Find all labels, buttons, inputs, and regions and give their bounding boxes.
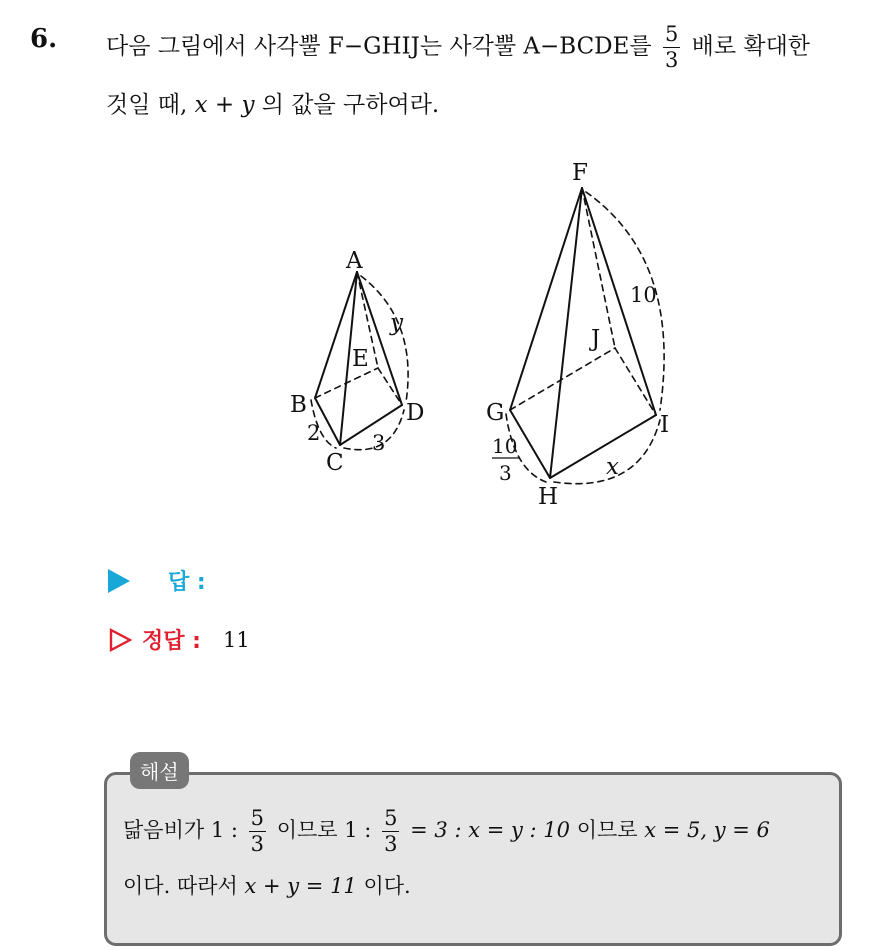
edge-gh-denominator: 3	[499, 461, 512, 485]
explanation-box	[104, 772, 842, 946]
edge-hi-variable: x	[606, 454, 619, 480]
expl-text-1b: 이므로	[276, 818, 338, 842]
explanation-tag: 해설	[130, 752, 189, 789]
problem-text-1-end: 배로 확대한	[691, 33, 811, 60]
expl-ratio-2: 1 :	[344, 818, 372, 842]
edge-fj	[582, 188, 615, 348]
edge-cd	[340, 405, 402, 445]
problem-expression: x + y	[194, 92, 255, 118]
vertex-c-label: C	[326, 450, 344, 476]
vertex-g-label: G	[486, 400, 505, 426]
vertex-b-label: B	[290, 392, 307, 418]
expl-result: x = 5, y = 6	[644, 818, 770, 842]
vertex-i-label: I	[660, 412, 670, 438]
edge-fh	[550, 188, 582, 478]
expl-fraction-1	[249, 808, 266, 855]
arc-ad	[361, 276, 408, 402]
explanation-line-1	[123, 808, 770, 855]
correct-answer-row	[108, 624, 250, 655]
problem-text-2b: 의 값을 구하여라.	[261, 92, 440, 118]
expl-text-1a: 닮음비가	[123, 818, 205, 842]
expl-fraction-2-den: 3	[384, 832, 398, 856]
expl-fraction-2	[382, 808, 399, 855]
expl-fraction-1-den: 3	[250, 832, 265, 856]
problem-text-1: 다음 그림에서 사각뿔 F−GHIJ는 사각뿔 A−BCDE를	[106, 33, 652, 60]
problem-number: 6.	[30, 24, 58, 54]
edge-fi-length: 10	[630, 283, 657, 307]
expl-fraction-2-num: 5	[384, 806, 398, 830]
correct-answer-label: 정답 :	[142, 629, 201, 654]
vertex-d-label: D	[406, 400, 425, 426]
vertex-j-label: J	[591, 326, 601, 352]
edge-ad	[357, 272, 402, 405]
ratio-numerator: 5	[664, 22, 679, 46]
edge-ad-variable: y	[390, 310, 403, 336]
edge-bc-length: 2	[307, 421, 321, 445]
explanation-line-2	[123, 870, 411, 900]
edge-fg	[510, 188, 582, 410]
edge-ed	[378, 368, 402, 405]
expl-sum: x + y = 11	[244, 874, 357, 898]
answer-label: 답 :	[168, 570, 206, 595]
expl-text-2a: 이다. 따라서	[123, 874, 238, 898]
correct-marker-icon	[108, 628, 132, 652]
correct-answer-value: 11	[222, 627, 250, 652]
expl-proportion: = 3 : x = y : 10	[410, 818, 570, 842]
vertex-e-label: E	[352, 346, 369, 372]
vertex-h-label: H	[538, 484, 559, 510]
expl-fraction-1-num: 5	[250, 806, 265, 830]
expl-text-2b: 이다.	[363, 874, 411, 898]
answer-row	[108, 565, 206, 596]
edge-hi	[550, 415, 656, 478]
vertex-a-label: A	[346, 248, 363, 274]
expl-ratio-1: 1 :	[210, 818, 238, 842]
edge-ji	[615, 348, 656, 415]
problem-text-2a: 것일 때,	[106, 92, 188, 118]
edge-cd-length: 3	[372, 431, 386, 455]
expl-text-1c: 이므로	[576, 818, 638, 842]
vertex-f-label: F	[572, 160, 588, 186]
answer-marker-icon	[108, 569, 130, 593]
ratio-denominator: 3	[664, 48, 679, 72]
edge-gh-numerator: 10	[492, 434, 518, 458]
